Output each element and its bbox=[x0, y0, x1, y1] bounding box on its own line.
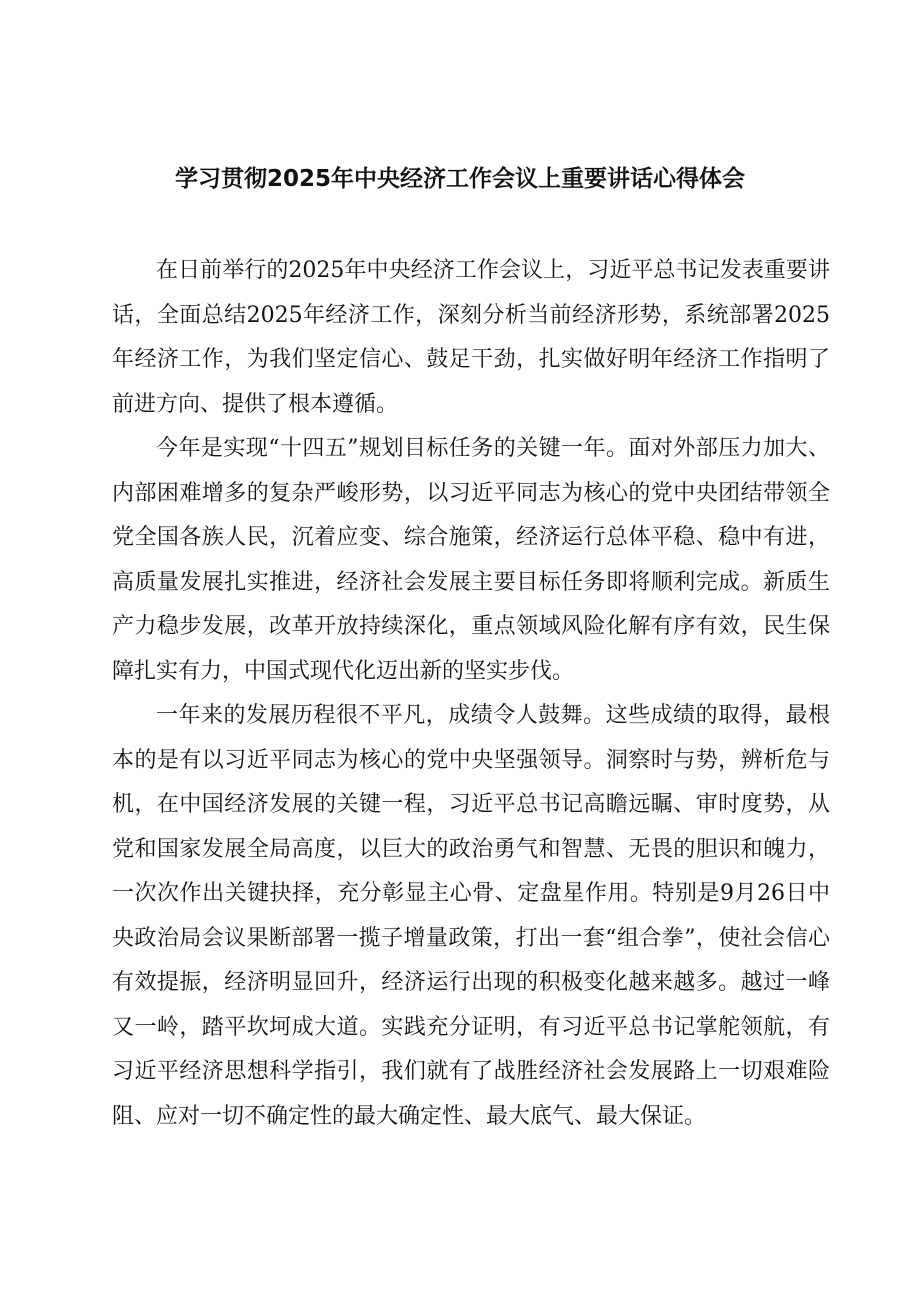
paragraph-2: 今年是实现“十四五”规划目标任务的关键一年。面对外部压力加大、内部困难增多的复杂严峻形势，以习近平同志为核心的党中央团结带领全党全国各族人民，沉着应变、综合施策，经济运行总体平稳、稳中有进，高质量发展扎实推进，经济社会发展主要目标任务即将顺利完成。新质生产力稳步发展，改革开放持续深化，重点领域风险化解有序有效，民生保障扎实有力，中国式现代化迈出新的坚实步伐。 bbox=[112, 436, 830, 684]
document-title: 学习贯彻2025年中央经济工作会议上重要讲话心得体会 bbox=[174, 166, 745, 192]
paragraph-1: 在日前举行的2025年中央经济工作会议上，习近平总书记发表重要讲话，全面总结2025年经济工作，深刻分析当前经济形势，系统部署2025年经济工作，为我们坚定信心、鼓足干劲，扎实做好明年经济工作指明了前进方向、提供了根本遵循。 bbox=[112, 258, 830, 417]
document-body bbox=[112, 249, 830, 1139]
paragraph-3: 一年来的发展历程很不平凡，成绩令人鼓舞。这些成绩的取得，最根本的是有以习近平同志为核心的党中央坚强领导。洞察时与势，辨析危与机，在中国经济发展的关键一程，习近平总书记高瞻远瞩、审时度势，从党和国家发展全局高度，以巨大的政治勇气和智慧、无畏的胆识和魄力，一次次作出关键抉择，充分彰显主心骨、定盘星作用。特别是9月26日中央政治局会议果断部署一揽子增量政策，打出一套“组合拳”，使社会信心有效提振，经济明显回升，经济运行出现的积极变化越来越多。越过一峰又一岭，踏平坎坷成大道。实践充分证明，有习近平总书记掌舵领航，有习近平经济思想科学指引，我们就有了战胜经济社会发展路上一切艰难险阻、应对一切不确定性的最大确定性、最大底气、最大保证。 bbox=[112, 703, 830, 1129]
